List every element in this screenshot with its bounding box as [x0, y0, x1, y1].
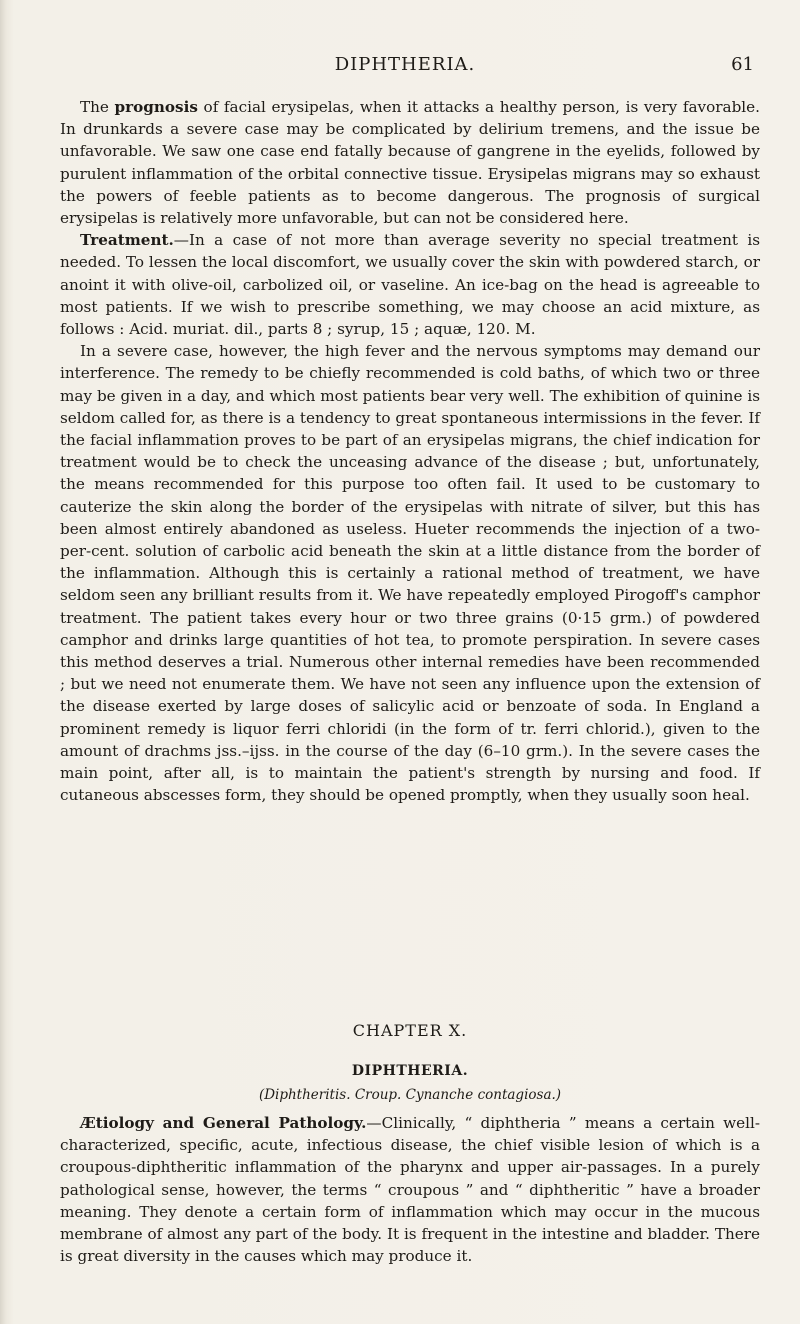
treatment-text: —In a case of not more than average severity no special treatment is needed. To lessen the local discomfort, we usually cover the skin with powdered starch, or anoint it with olive-oil, carbolized oil, or vaseline. An ice-bag on the head is agreeable to most patients. If we wish to prescribe something, we may choose an acid mixture, as follows : Acid. muriat. dil., parts 8 ; syrup, 15 ; aquæ, 120. M.	[60, 231, 760, 339]
running-title: DIPHTHERIA.	[334, 54, 476, 75]
prognosis-text: of facial erysipelas, when it attacks a healthy person, is very favorable. In drunkards a severe case may be complicated by delirium tremens, and the issue be unfavorable. We saw one case end fatally because of gangrene in the eyelids, followed by purulent inflammation of the orbital connective tissue. Erysipelas migrans may so exhaust the powers of feeble patients as to become dangerous. The prognosis of surgical erysipelas is relatively more unfavorable, but can not be considered here.	[60, 98, 760, 228]
treatment-heading: Treatment.	[80, 231, 174, 250]
page-header	[52, 54, 758, 90]
prognosis-heading: prognosis	[114, 98, 198, 116]
chapter-subtitle: DIPHTHERIA.	[351, 1063, 469, 1079]
diphtheria-section	[60, 1112, 760, 1267]
erysipelas-section	[60, 96, 760, 807]
treatment-paragraph	[60, 229, 760, 340]
aetiology-heading: Ætiology and General Pathology.	[80, 1114, 367, 1132]
aetiology-text: —Clinically, “ diphtheria ” means a certain well-characterized, specific, acute, infectious disease, the chief visible lesion of which is a croupous-diphtheritic inflammation of the pharynx and upper air-passages. In a purely pathological sense, however, the terms “ croupous ” and “ diphtheritic ” have a broader meaning. They denote a certain form of inflammation which may occur in the mucous membrane of almost any part of the body. It is frequent in the intestine and bladder. There is great diversity in the causes which may produce it.	[60, 1114, 760, 1266]
severe-case-paragraph: In a severe case, however, the high fever and the nervous symptoms may demand our interference. The remedy to be chiefly recommended is cold baths, of which two or three may be given in a day, and which most patients bear very well. The exhibition of quinine is seldom called for, as there is a tendency to great spontaneous intermissions in the fever. If the facial inflammation proves to be part of an erysipelas migrans, the chief indication for treatment would be to check the unceasing advance of the disease ; but, unfortunately, the means recommended for this purpose too often fail. It used to be customary to cauterize the skin along the border of the erysipelas with nitrate of silver, but this has been almost entirely abandoned as useless. Hueter recommends the injection of a two-per-cent. solution of carbolic acid beneath the skin at a little distance from the border of the inflammation. Although this is certainly a rational method of treatment, we have seldom seen any brilliant results from it. We have repeatedly employed Pirogoff's camphor treatment. The patient takes every hour or two three grains (0·15 grm.) of powdered camphor and drinks large quantities of hot tea, to promote perspiration. In severe cases this method deserves a trial. Numerous other internal remedies have been recommended ; but we need not enumerate them. We have not seen any influence upon the extension of the disease exerted by large doses of salicylic acid or benzoate of soda. In England a prominent remedy is liquor ferri chloridi (in the form of tr. ferri chlorid.), given to the amount of drachms jss.–ijss. in the course of the day (6–10 grm.). In the severe cases the main point, after all, is to maintain the patient's strength by nursing and food. If cutaneous abscesses form, they should be opened promptly, when they usually soon heal.	[60, 342, 760, 805]
prognosis-lead: The	[80, 98, 115, 116]
chapter-synonyms: (Diphtheritis. Croup. Cynanche contagiosa.)	[258, 1087, 562, 1103]
prognosis-paragraph	[60, 96, 760, 229]
page-number: 61	[731, 54, 754, 75]
aetiology-paragraph	[60, 1112, 760, 1267]
chapter-title: CHAPTER X.	[352, 1021, 468, 1040]
